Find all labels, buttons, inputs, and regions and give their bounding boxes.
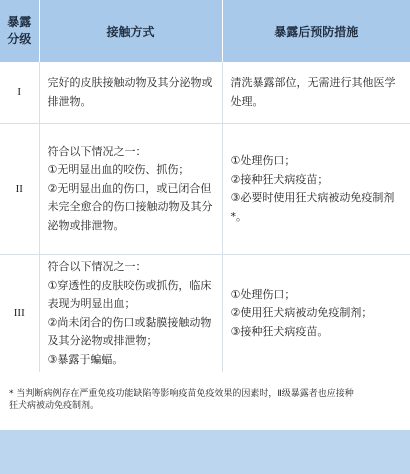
table-row-level-1 xyxy=(0,62,410,124)
footnote xyxy=(0,372,410,430)
cell-measures xyxy=(222,255,410,373)
cell-measures xyxy=(222,124,410,255)
text-line: ①无明显出血的咬伤、抓伤； xyxy=(47,163,190,177)
text-line: ②使用狂犬病被动免疫制剂； xyxy=(230,306,373,320)
header-level-line1: 暴露 xyxy=(7,15,32,29)
text-line: 清洗暴露部位，无需进行其他医学 xyxy=(230,76,396,89)
text-line: 符合以下情况之一： xyxy=(47,260,147,273)
cell-contact xyxy=(39,255,222,373)
text-line: ①处理伤口； xyxy=(230,154,296,167)
text-line: ①穿透性的皮肤咬伤或抓伤，临床 xyxy=(47,278,212,292)
bottom-band xyxy=(0,430,410,474)
cell-level: II xyxy=(0,124,39,255)
table-header-row xyxy=(0,0,410,62)
text-line: ③暴露于蝙蝠。 xyxy=(47,352,124,366)
text-line: 未完全愈合的伤口接触动物及其分 xyxy=(47,200,213,214)
header-contact-method: 接触方式 xyxy=(39,0,222,62)
cell-contact xyxy=(39,62,222,124)
footnote-line-1: * 当判断病例存在严重免疫功能缺陷等影响疫苗免疫效果的因素时，Ⅱ级暴露者也应接种 xyxy=(9,389,354,399)
cell-level: I xyxy=(0,62,39,124)
text-line: ③必要时使用狂犬病被动免疫制剂*。 xyxy=(230,191,395,223)
header-level-line2: 分级 xyxy=(7,32,32,46)
header-post-exposure-measures: 暴露后预防措施 xyxy=(222,0,410,62)
text-line: ②无明显出血的伤口，或已闭合但 xyxy=(47,181,212,195)
text-line: 完好的皮肤接触动物及其分泌物或 xyxy=(47,76,213,89)
text-line: ②尚未闭合的伤口或黏膜接触动物 xyxy=(47,315,212,329)
cell-contact xyxy=(39,124,222,255)
text-line: ②接种狂犬病疫苗； xyxy=(230,172,329,186)
text-line: 表现为明显出血； xyxy=(47,297,136,310)
text-line: 处理。 xyxy=(230,94,264,108)
text-line: ①处理伤口； xyxy=(230,287,296,301)
header-exposure-level xyxy=(0,0,39,62)
table-row-level-3 xyxy=(0,255,410,373)
text-line: 泌物或排泄物。 xyxy=(47,218,125,232)
cell-measures xyxy=(222,62,410,124)
text-line: ③接种狂犬病疫苗。 xyxy=(230,324,329,338)
text-line: 排泄物。 xyxy=(47,94,92,108)
table-row-level-2 xyxy=(0,124,410,255)
text-line: 符合以下情况之一： xyxy=(47,144,147,158)
cell-level: III xyxy=(0,255,39,373)
text-line: 及其分泌物或排泄物； xyxy=(47,334,158,347)
footnote-line-2: 狂犬病被动免疫制剂。 xyxy=(9,401,100,411)
